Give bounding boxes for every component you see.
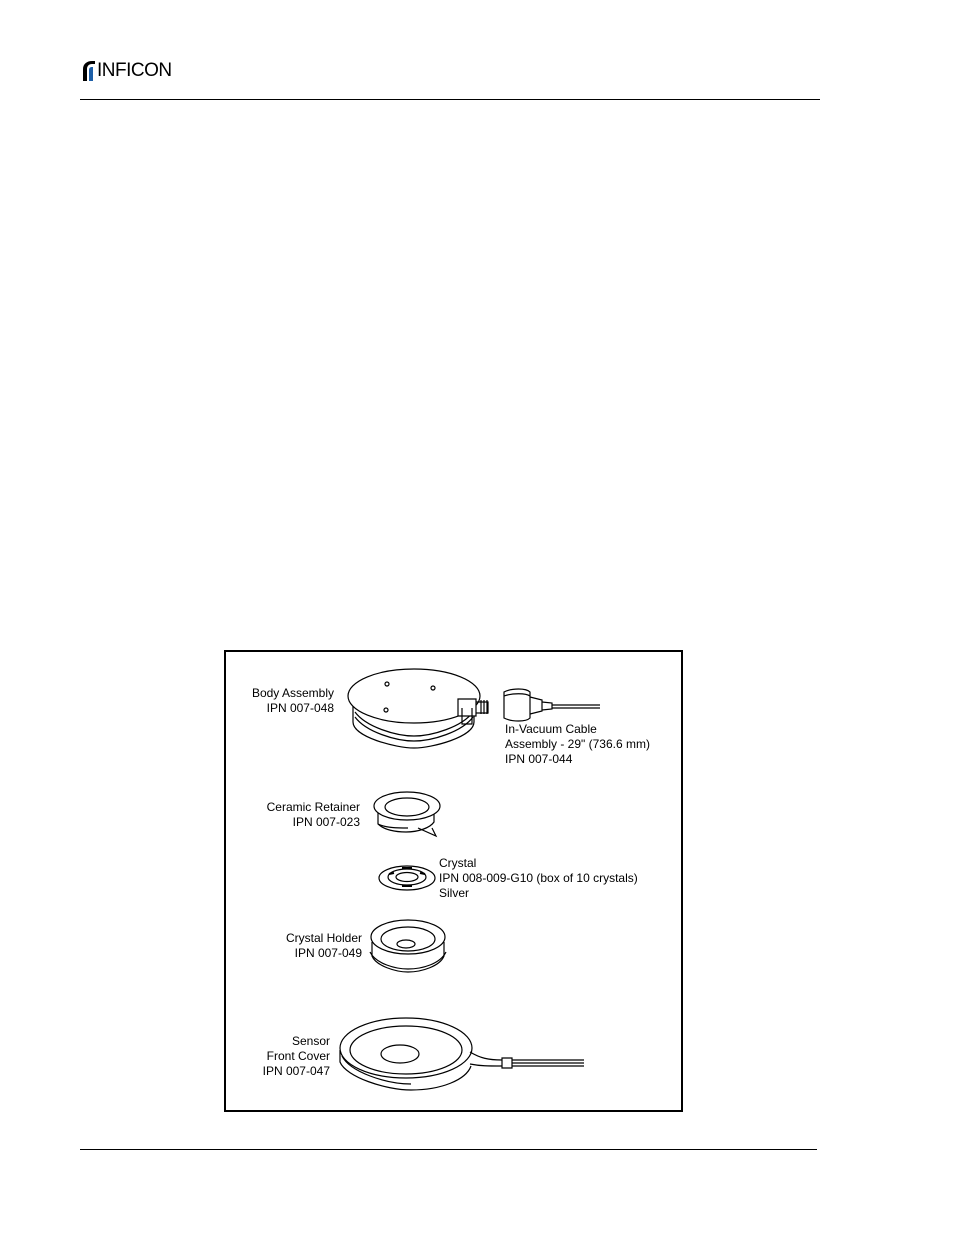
label-cable-assembly [505, 722, 650, 767]
logo-text: INFICON [97, 60, 172, 81]
ceramic-retainer-drawing [374, 792, 440, 836]
footer-rule [80, 1149, 817, 1150]
label-line: IPN 008-009-G10 (box of 10 crystals) [439, 871, 638, 885]
label-ceramic-retainer [240, 800, 360, 830]
label-line: Assembly - 29" (736.6 mm) [505, 737, 650, 751]
cable-assembly-drawing [504, 689, 600, 721]
label-line: Sensor [291, 1034, 330, 1048]
label-crystal [439, 856, 638, 901]
body-assembly-drawing [348, 669, 488, 748]
label-front-cover [240, 1034, 330, 1079]
label-line: In-Vacuum Cable [505, 722, 597, 736]
label-line: Ceramic Retainer [266, 800, 360, 814]
label-line: Crystal [439, 856, 477, 870]
sensor-parts-figure [224, 650, 683, 1112]
label-line: IPN 007-044 [505, 752, 573, 766]
label-body-assembly [240, 686, 334, 716]
label-line: Front Cover [266, 1049, 330, 1063]
label-line: IPN 007-047 [262, 1064, 330, 1078]
label-crystal-holder [240, 931, 362, 961]
label-line: IPN 007-023 [292, 815, 360, 829]
label-line: Crystal Holder [285, 931, 362, 945]
crystal-holder-drawing [370, 920, 446, 972]
label-line: IPN 007-048 [266, 701, 334, 715]
inficon-logo [80, 58, 172, 84]
crystal-drawing [379, 866, 435, 890]
front-cover-drawing [340, 1018, 584, 1090]
label-line: IPN 007-049 [294, 946, 362, 960]
header-rule [80, 99, 820, 100]
label-line: Silver [439, 886, 470, 900]
label-line: Body Assembly [251, 686, 334, 700]
inficon-logo-mark-icon [80, 60, 96, 82]
